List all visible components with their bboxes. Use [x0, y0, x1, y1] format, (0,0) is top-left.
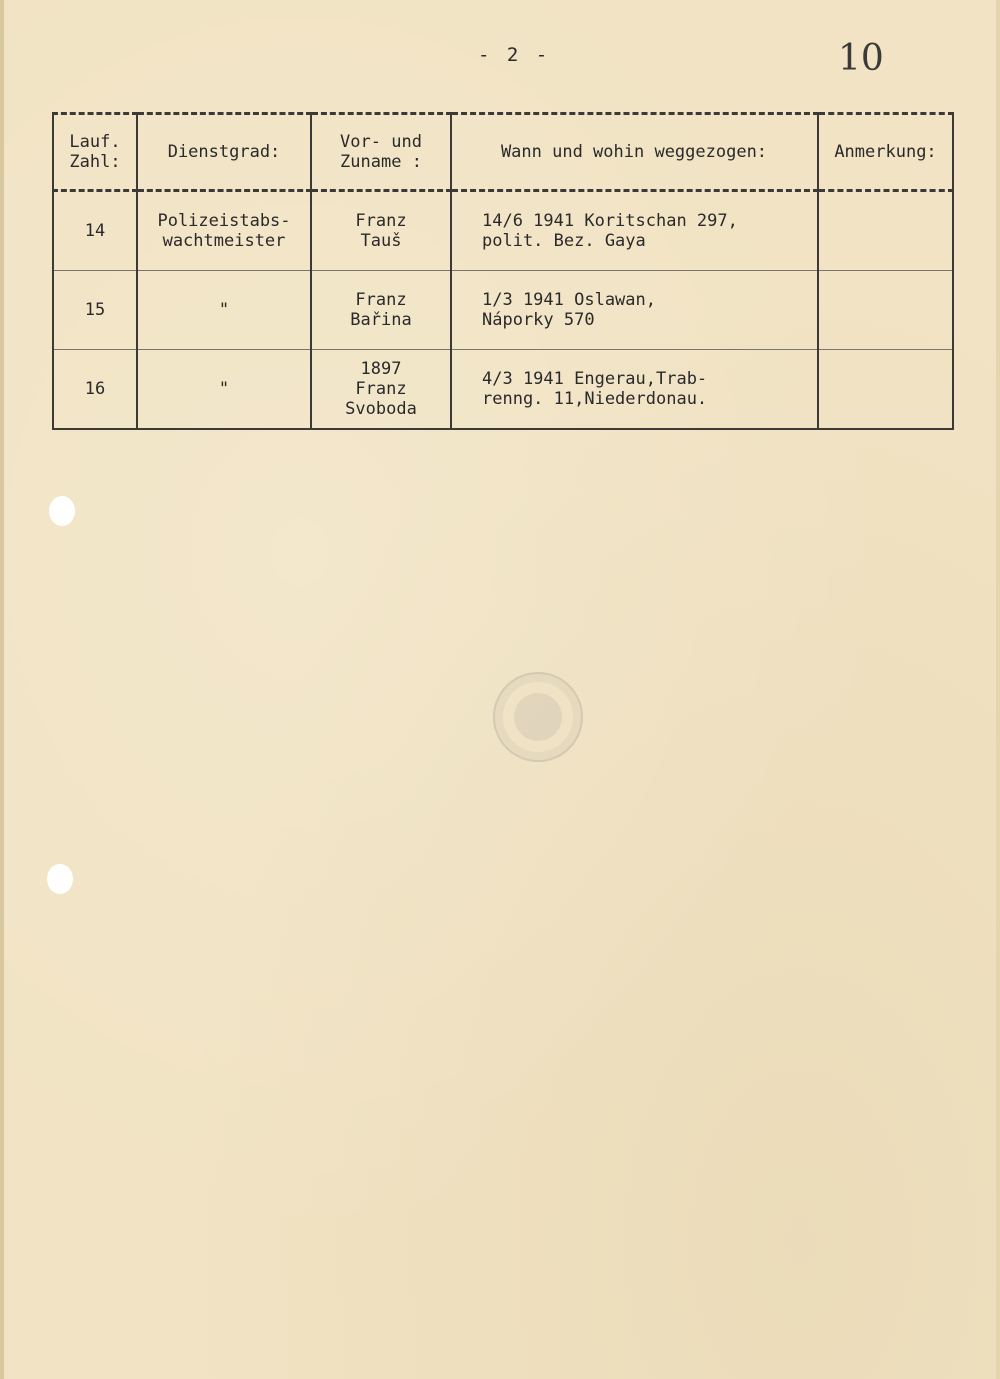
moved-line: 4/3 1941 Engerau,Trab-: [482, 369, 708, 389]
row-number: 16: [53, 350, 137, 430]
table-row: [53, 271, 953, 350]
name-line: Tauš: [360, 231, 402, 251]
rank-line: ": [218, 300, 230, 320]
header-number-line: Lauf.: [69, 132, 121, 152]
header-rank: Dienstgrad:: [137, 114, 311, 191]
rank-line: ": [218, 379, 230, 399]
row-name: [311, 191, 451, 271]
punch-hole-upper: [49, 496, 75, 526]
name-line: Svoboda: [345, 399, 417, 419]
name-line: Franz: [355, 379, 407, 399]
row-name: [311, 271, 451, 350]
stamp-center: [514, 693, 562, 741]
table-header-row: [53, 114, 953, 191]
row-rank: [137, 271, 311, 350]
row-rank: [137, 191, 311, 271]
row-rank: [137, 350, 311, 430]
row-moved: [451, 191, 818, 271]
paper-edge-left: [0, 0, 4, 1379]
row-number: 14: [53, 191, 137, 271]
rank-line: Polizeistabs-: [157, 211, 291, 231]
moved-line: Náporky 570: [482, 310, 595, 330]
row-number: 15: [53, 271, 137, 350]
name-line: Franz: [355, 211, 407, 231]
row-moved: [451, 350, 818, 430]
name-line: Franz: [355, 290, 407, 310]
header-remark: Anmerkung:: [818, 114, 953, 191]
departure-register-table: [52, 112, 954, 430]
row-remark: [818, 271, 953, 350]
paper-edge-right: [996, 0, 1000, 1379]
folio-number: 10: [838, 38, 884, 79]
name-line: 1897: [360, 359, 402, 379]
row-moved: [451, 271, 818, 350]
header-name: [311, 114, 451, 191]
header-number-line: Zahl:: [69, 152, 121, 172]
row-remark: [818, 191, 953, 271]
name-line: Bařina: [350, 310, 412, 330]
header-name-line: Zuname :: [340, 152, 422, 172]
table-row: [53, 191, 953, 271]
row-remark: [818, 350, 953, 430]
rank-line: wachtmeister: [162, 231, 286, 251]
header-moved: Wann und wohin weggezogen:: [451, 114, 818, 191]
row-name: [311, 350, 451, 430]
moved-line: polit. Bez. Gaya: [482, 231, 646, 251]
table-row: [53, 350, 953, 430]
moved-line: 1/3 1941 Oslawan,: [482, 290, 656, 310]
moved-line: renng. 11,Niederdonau.: [482, 389, 708, 409]
faded-stamp-seal: [493, 672, 583, 762]
page-number: - 2 -: [478, 44, 551, 66]
punch-hole-lower: [47, 864, 73, 894]
header-name-line: Vor- und: [340, 132, 422, 152]
moved-line: 14/6 1941 Koritschan 297,: [482, 211, 738, 231]
header-number: [53, 114, 137, 191]
